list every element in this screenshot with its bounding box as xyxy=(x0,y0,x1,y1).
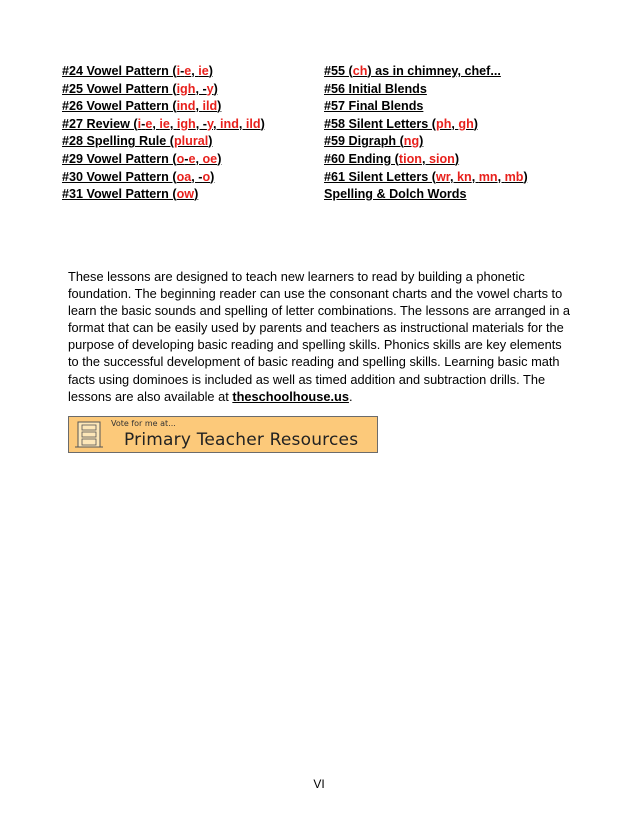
lesson-link-highlight: ie xyxy=(198,64,209,78)
lesson-link-text: ) as in chimney, chef... xyxy=(367,64,501,78)
lesson-link-highlight: igh xyxy=(176,116,196,131)
lesson-link[interactable] xyxy=(62,116,265,134)
lesson-link-text: ) xyxy=(260,116,265,131)
lesson-link-text: #58 Silent Letters ( xyxy=(324,116,436,131)
right-link-list xyxy=(324,63,528,204)
lesson-link-text: , xyxy=(421,151,429,166)
lesson-link-highlight: tion xyxy=(398,151,422,166)
lesson-link[interactable] xyxy=(62,169,265,187)
lesson-link-text: , xyxy=(195,151,203,166)
lesson-link-text: , xyxy=(169,116,177,131)
lesson-link-highlight: ch xyxy=(352,64,368,78)
lesson-link[interactable] xyxy=(62,63,265,81)
lesson-link[interactable] xyxy=(324,133,528,151)
lesson-link-text: #55 ( xyxy=(324,64,353,78)
lesson-link-highlight: oa xyxy=(176,169,192,184)
lesson-link-highlight: mb xyxy=(504,169,524,184)
lesson-link-text: - xyxy=(180,64,185,78)
lesson-link-highlight: kn xyxy=(457,169,472,184)
lesson-link-highlight: e xyxy=(145,116,153,131)
lesson-link-text: , - xyxy=(191,169,203,184)
lesson-link-text: #60 Ending ( xyxy=(324,151,399,166)
lesson-link-text: , xyxy=(195,99,203,114)
lesson-link-highlight: ng xyxy=(403,134,420,149)
schoolhouse-icon xyxy=(74,420,104,449)
lesson-link-text: , - xyxy=(195,81,207,96)
lesson-link-text: , xyxy=(152,116,160,131)
lesson-link-text: , xyxy=(451,116,459,131)
lesson-link-text: Spelling & Dolch Words xyxy=(324,187,467,202)
lesson-link-highlight: e xyxy=(184,64,192,78)
lesson-link-text: , xyxy=(450,169,458,184)
lesson-link-text: #59 Digraph ( xyxy=(324,134,404,149)
lesson-link-text: #61 Silent Letters ( xyxy=(324,169,436,184)
lesson-link-text: #29 Vowel Pattern ( xyxy=(62,151,177,166)
lesson-link-highlight: y xyxy=(206,81,214,96)
lesson-link-highlight: ph xyxy=(436,116,452,131)
lesson-link-text: #28 Spelling Rule ( xyxy=(62,134,174,149)
lesson-link-text: #25 Vowel Pattern ( xyxy=(62,81,177,96)
lesson-link-text: ) xyxy=(208,134,213,149)
lesson-link-highlight: e xyxy=(188,151,196,166)
lesson-link-text: ) xyxy=(194,187,199,202)
lesson-link-highlight: i xyxy=(137,116,142,131)
lesson-link[interactable] xyxy=(62,98,265,116)
lesson-link-text: #30 Vowel Pattern ( xyxy=(62,169,177,184)
lesson-link-highlight: ind xyxy=(220,116,239,131)
lesson-link-text: ) xyxy=(217,151,222,166)
lesson-link-text: - xyxy=(184,151,189,166)
lesson-link-highlight: gh xyxy=(458,116,474,131)
lesson-link-text: , xyxy=(238,116,246,131)
lesson-link[interactable] xyxy=(324,81,528,99)
lesson-link[interactable] xyxy=(324,186,528,204)
lesson-link-text: ) xyxy=(213,81,218,96)
lesson-link-text: ) xyxy=(473,116,478,131)
lesson-link-highlight: ow xyxy=(176,187,195,202)
lesson-link-highlight: mn xyxy=(478,169,498,184)
lesson-link[interactable] xyxy=(324,151,528,169)
lesson-link-text: , xyxy=(191,64,199,78)
banner-small-text: Vote for me at... xyxy=(111,419,176,428)
lesson-link[interactable] xyxy=(324,169,528,187)
left-link-list xyxy=(62,63,265,204)
intro-paragraph xyxy=(68,268,574,405)
lesson-link-highlight: o xyxy=(202,169,211,184)
lesson-link-highlight: igh xyxy=(176,81,196,96)
lesson-link-highlight: wr xyxy=(436,169,451,184)
lesson-link-text: #31 Vowel Pattern ( xyxy=(62,187,177,202)
lesson-link[interactable] xyxy=(324,63,528,81)
lesson-link-text: #24 Vowel Pattern ( xyxy=(62,64,177,78)
lesson-link-highlight: plural xyxy=(173,134,209,149)
lesson-link-highlight: o xyxy=(176,151,185,166)
vote-banner[interactable] xyxy=(68,416,378,453)
lesson-link-text: , - xyxy=(195,116,207,131)
lesson-link-highlight: sion xyxy=(428,151,455,166)
lesson-link[interactable] xyxy=(62,186,265,204)
lesson-link[interactable] xyxy=(324,116,528,134)
lesson-link[interactable] xyxy=(62,81,265,99)
lesson-link-highlight: oe xyxy=(202,151,218,166)
lesson-link-text: , xyxy=(497,169,505,184)
lesson-link-text: ) xyxy=(523,169,528,184)
lesson-link-text: ) xyxy=(217,99,222,114)
lesson-link-highlight: i xyxy=(176,64,181,78)
lesson-link-text: ) xyxy=(210,169,215,184)
lesson-link-text: ) xyxy=(454,151,460,166)
lesson-link-text: #26 Vowel Pattern ( xyxy=(62,99,177,114)
lesson-link-text: ) xyxy=(208,64,213,78)
lesson-link[interactable] xyxy=(324,98,528,116)
paragraph-text: These lessons are designed to teach new learners to read by building a phonetic foundation. The beginning reader can use the consonant charts and the vowel charts to learn the basic sounds and spelling of letter combinations. The lessons are arranged in a format that can be easily used by parents and teachers as instructional materials for the purpose of developing basic reading and spelling skills. Phonics skills are key elements to the successful development of basic reading and spelling skills. Learning basic math facts using dominoes is included as well as timed addition and subtraction drills. The lessons are also available at xyxy=(68,269,570,404)
lesson-link-text: #57 Final Blends xyxy=(324,99,424,114)
lesson-link-text: ) xyxy=(419,134,424,149)
lesson-link-highlight: ie xyxy=(159,116,170,131)
lesson-link[interactable] xyxy=(62,151,265,169)
lesson-link-text: - xyxy=(141,116,146,131)
lesson-link-highlight: ild xyxy=(245,116,261,131)
page-number: VI xyxy=(313,777,325,791)
lesson-link-text: #27 Review ( xyxy=(62,116,138,131)
paragraph-end: . xyxy=(348,388,353,404)
site-link[interactable]: theschoolhouse.us xyxy=(232,388,349,404)
lesson-link-text: , xyxy=(213,116,221,131)
lesson-link-highlight: ind xyxy=(176,99,196,114)
lesson-link-highlight: y xyxy=(206,116,214,131)
lesson-link-text: #56 Initial Blends xyxy=(324,81,427,96)
banner-title: Primary Teacher Resources xyxy=(124,430,359,450)
lesson-link-text: , xyxy=(471,169,479,184)
lesson-link[interactable] xyxy=(62,133,265,151)
lesson-link-highlight: ild xyxy=(202,99,218,114)
